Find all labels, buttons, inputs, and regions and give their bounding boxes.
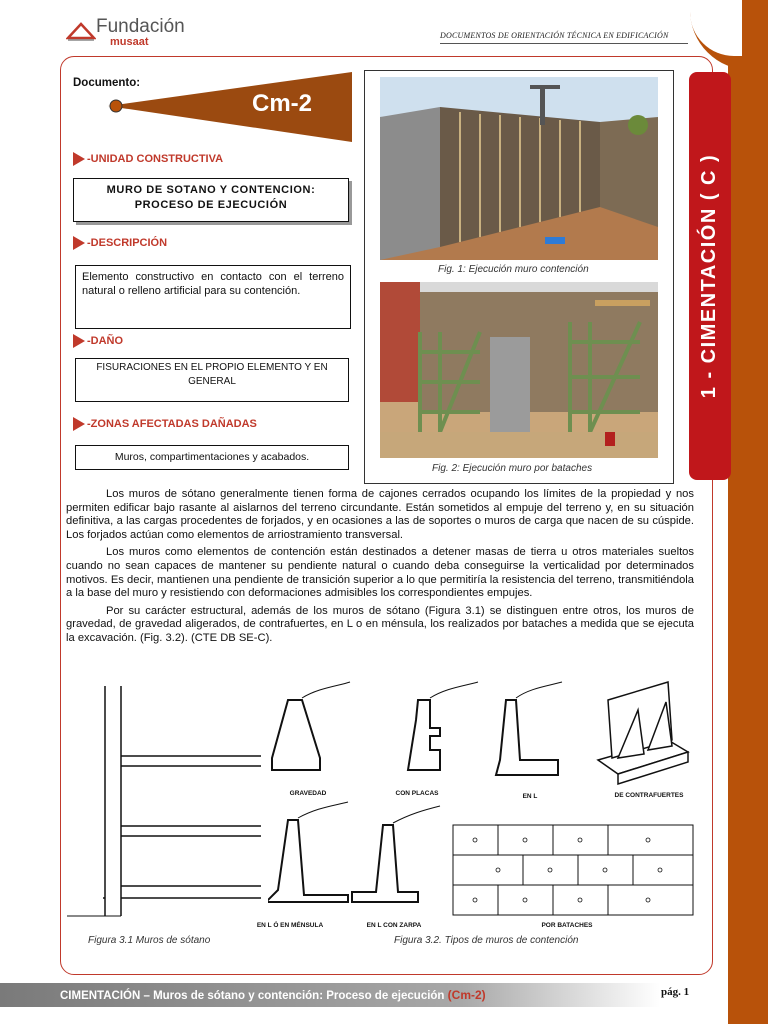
label-contrafuertes: DE CONTRAFUERTES	[614, 792, 684, 799]
body-text	[66, 488, 694, 646]
fig31-diagram	[65, 686, 265, 930]
paragraph-1: Los muros de sótano generalmente tienen forma de cajones cerrados ocupando los límites de la propiedad y nos permiten edificar bajo rasante al aislarnos del terreno circundante. Están sometidos al empuje del terreno y, en su situación definitiva, a las cargas procedentes de forjados, y en ocasiones a las de soportes o muros de carga que nacen de su cúspide. Los forjados actúan como elementos de arriostramiento transversal.	[66, 488, 694, 541]
logo-subtext: musaat	[110, 36, 149, 48]
label-en-l-mensula: EN L Ó EN MÉNSULA	[256, 922, 324, 929]
construction-photo-1	[380, 77, 658, 260]
section-dano-title: -DAÑO	[73, 334, 123, 348]
label-por-bataches: POR BATACHES	[541, 922, 593, 929]
photo-fig1	[380, 77, 658, 260]
logo-mark-icon	[66, 18, 96, 44]
unidad-box	[73, 178, 349, 222]
document-code: Cm-2	[252, 90, 313, 117]
unidad-line-2: PROCESO DE EJECUCIÓN	[134, 199, 288, 211]
arrow-icon	[73, 334, 85, 348]
arrow-icon	[73, 417, 85, 431]
side-band	[728, 0, 768, 1024]
zonas-box: Muros, compartimentaciones y acabados.	[75, 445, 349, 470]
dano-box: FISURACIONES EN EL PROPIO ELEMENTO Y EN GENERAL	[75, 358, 349, 402]
label-con-placas: CON PLACAS	[395, 790, 439, 797]
arrow-icon	[73, 236, 85, 250]
section-descripcion-title: -DESCRIPCIÓN	[73, 236, 167, 250]
fig1-caption: Fig. 1: Ejecución muro contención	[438, 264, 589, 275]
header-title: DOCUMENTOS DE ORIENTACIÓN TÉCNICA EN EDIFICACIÓN	[440, 31, 669, 40]
construction-photo-2	[380, 282, 658, 458]
paragraph-3: Por su carácter estructural, además de los muros de sótano (Figura 3.1) se distinguen entre otros, los muros de gravedad, de gravedad aligerados, de contrafuertes, en L o en ménsula, los realizados por bataches a medida que se ejecuta la excavación. (Fig. 3.2). (CTE DB SE-C).	[66, 604, 694, 644]
fig2-caption: Fig. 2: Ejecución muro por bataches	[432, 463, 593, 474]
photo-fig2	[380, 282, 658, 458]
fig32-caption: Figura 3.2. Tipos de muros de contención	[394, 935, 579, 946]
header-rule	[440, 43, 688, 44]
section-unidad-title: -UNIDAD CONSTRUCTIVA	[73, 152, 223, 166]
label-en-l: EN L	[522, 793, 538, 800]
fig31-caption: Figura 3.1 Muros de sótano	[88, 935, 211, 946]
unidad-line-1: MURO DE SOTANO Y CONTENCION:	[106, 184, 316, 196]
arrow-icon	[73, 152, 85, 166]
label-en-l-zarpa: EN L CON ZARPA	[366, 922, 422, 929]
footer-code: (Cm-2)	[447, 988, 486, 1002]
document-banner	[108, 70, 354, 146]
label-gravedad: GRAVEDAD	[289, 790, 327, 797]
paragraph-2: Los muros como elementos de contención están destinados a detener masas de tierra u otros materiales sueltos cuando no sean capaces de mantener su pendiente natural o cuando deba conseguirse la verticalidad por determinados motivos. Es decir, mantienen una pendiente de transición superior a lo que permitiría la resistencia del terreno, transmitiéndola a la base del muro y resistiendo con deformaciones admisibles los correspondientes empujes.	[66, 546, 694, 600]
descripcion-box: Elemento constructivo en contacto con el terreno natural o relleno artificial para su contención.	[75, 265, 351, 329]
page-number: pág. 1	[661, 986, 690, 998]
chapter-tab-text: 1 - CIMENTACIÓN ( C )	[698, 153, 720, 399]
section-zonas-title: -ZONAS AFECTADAS DAÑADAS	[73, 417, 257, 431]
document-label: Documento:	[73, 77, 141, 89]
footer-title: CIMENTACIÓN – Muros de sótano y contención: Proceso de ejecución (Cm-2)	[60, 988, 486, 1002]
logo-text: Fundación	[96, 16, 185, 37]
fig32-diagram	[268, 680, 698, 930]
logo	[66, 14, 194, 46]
